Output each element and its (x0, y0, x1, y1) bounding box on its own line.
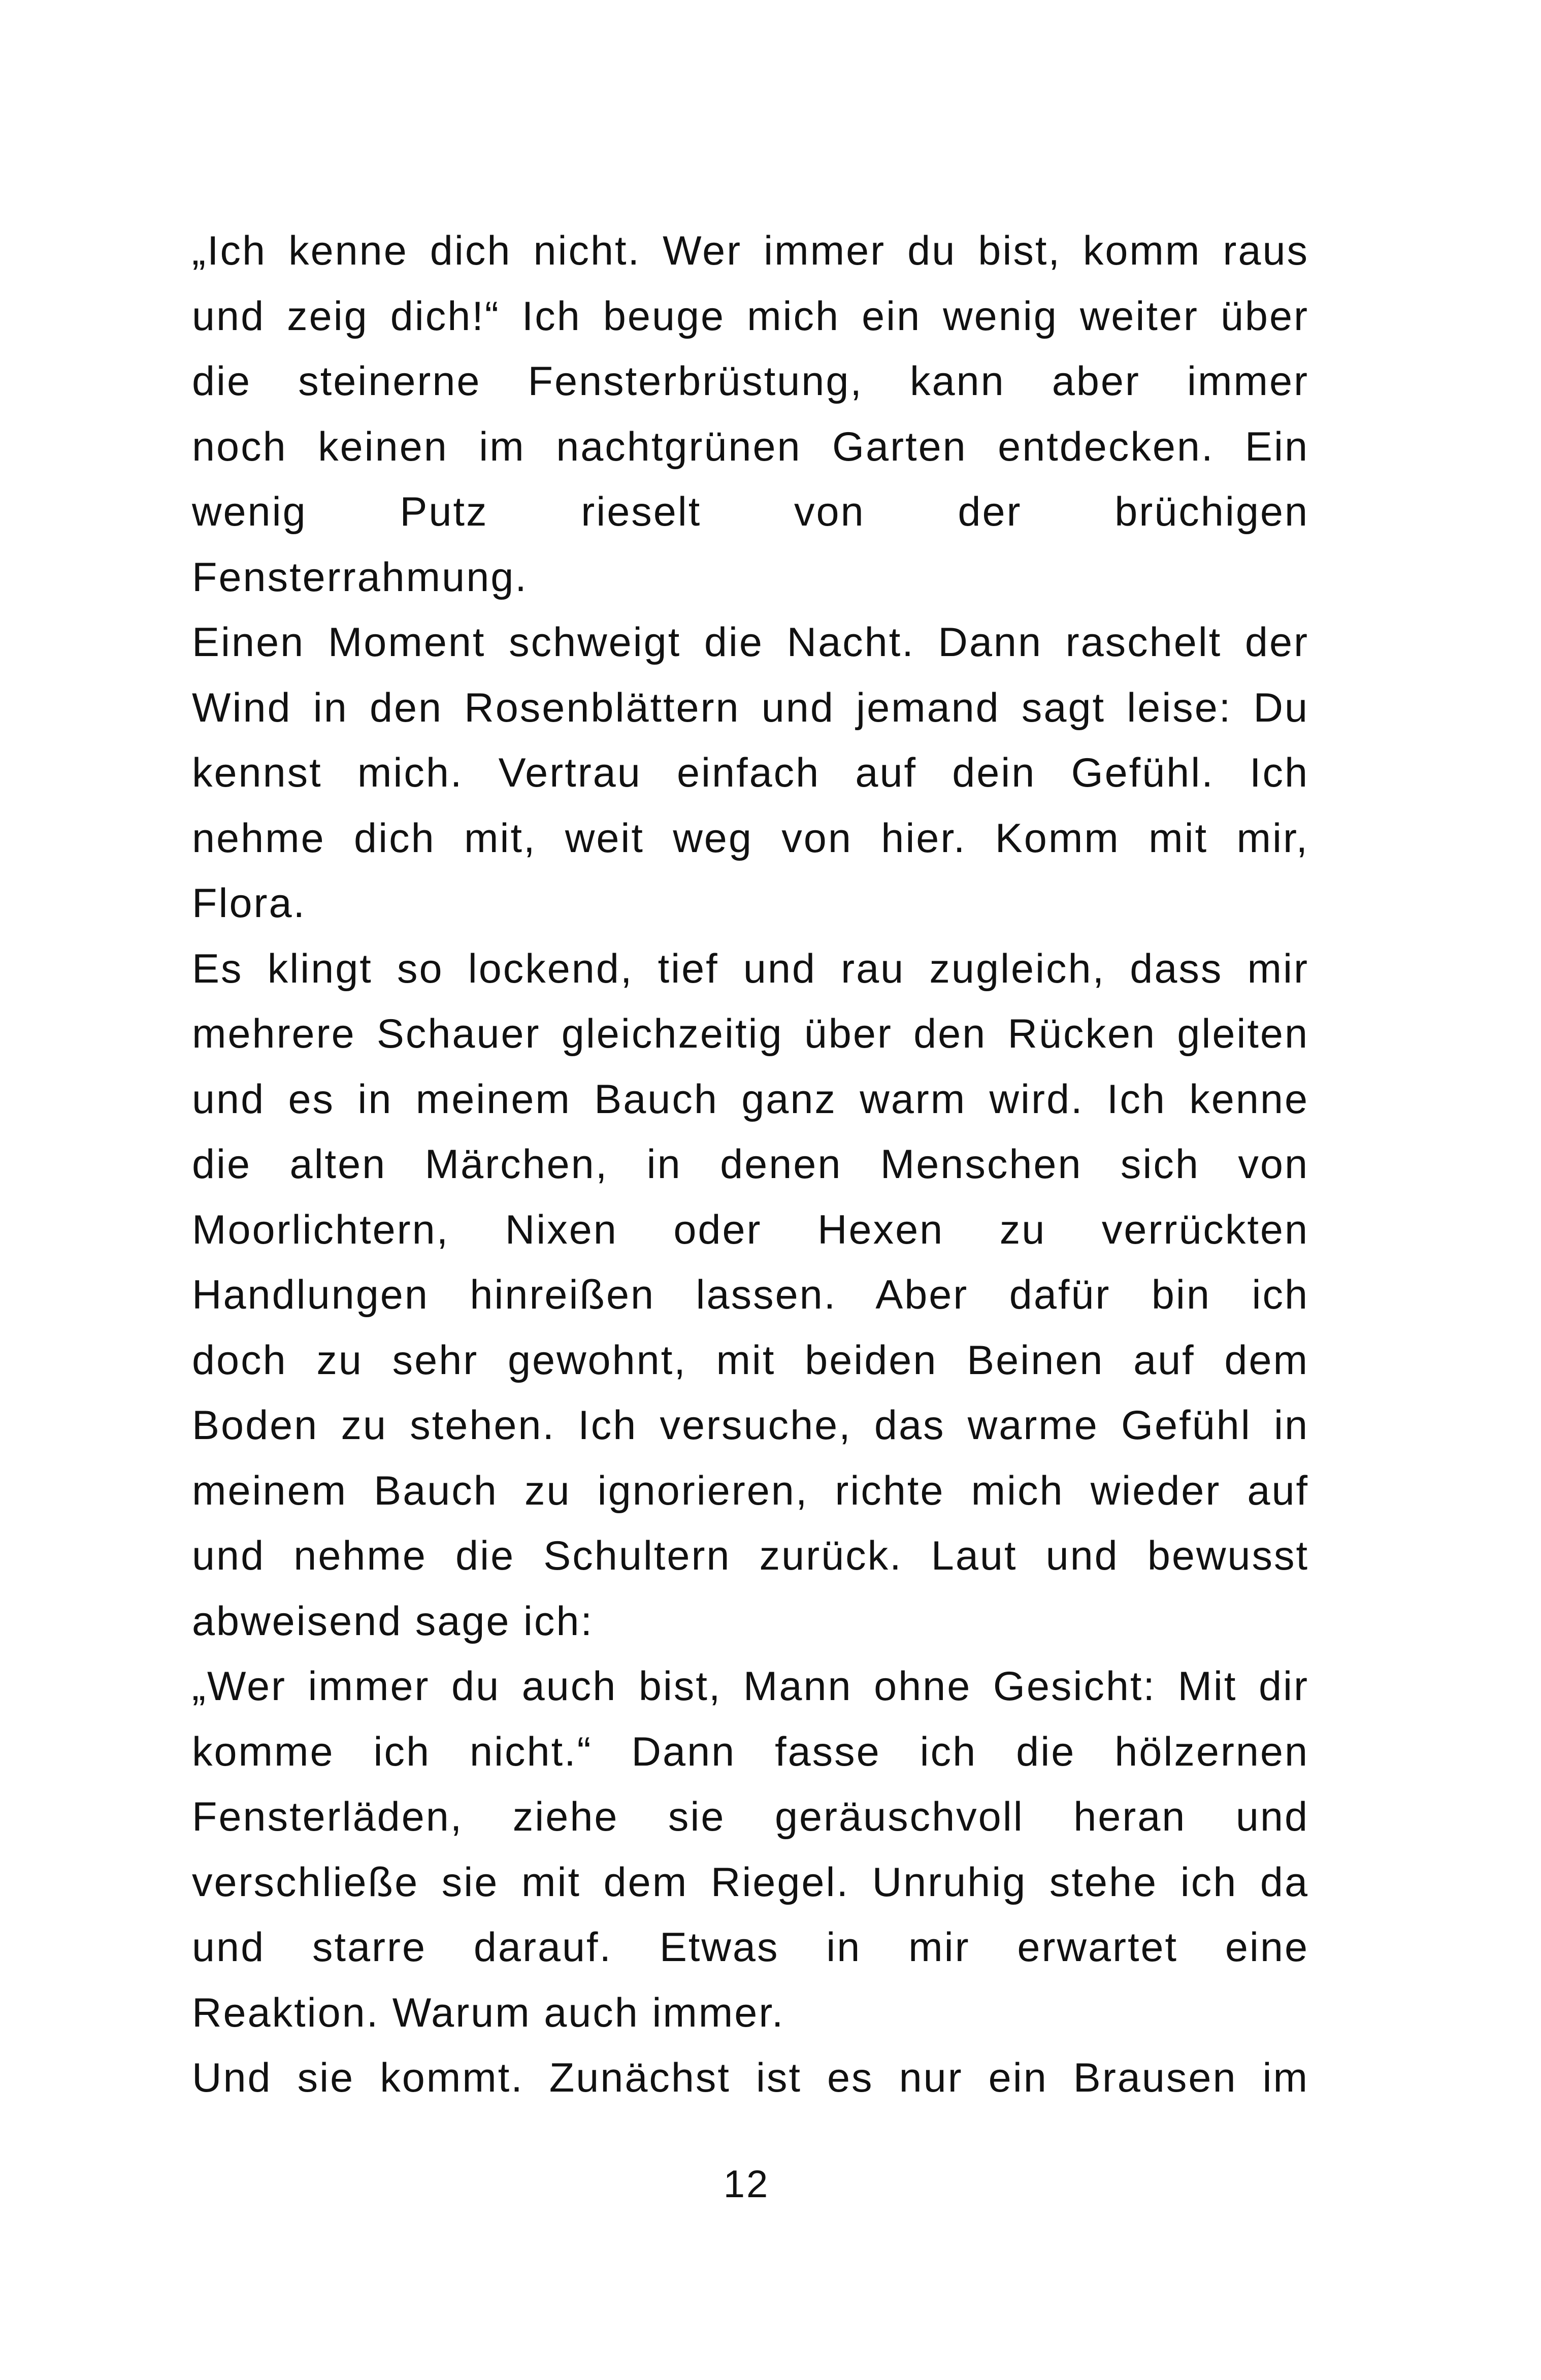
text-line: komme ich nicht.“ Dann fasse ich die hölzernen (192, 1729, 1309, 1775)
text-line: Reaktion. Warum auch immer. (192, 1990, 785, 2036)
text-line: die steinerne Fensterbrüstung, kann aber immer (192, 358, 1309, 404)
text-line: und es in meinem Bauch ganz warm wird. Ich kenne (192, 1076, 1309, 1122)
text-line: Moorlichtern, Nixen oder Hexen zu verrückten (192, 1207, 1309, 1253)
text-line: doch zu sehr gewohnt, mit beiden Beinen auf dem (192, 1337, 1309, 1383)
text-line: mehrere Schauer gleichzeitig über den Rücken gleiten (192, 1011, 1309, 1057)
text-line: abweisend sage ich: (192, 1598, 594, 1644)
text-line: noch keinen im nachtgrünen Garten entdecken. Ein (192, 423, 1309, 470)
text-line: meinem Bauch zu ignorieren, richte mich wieder auf (192, 1468, 1309, 1514)
text-line: Einen Moment schweigt die Nacht. Dann raschelt der (192, 620, 1309, 665)
text-line: und nehme die Schultern zurück. Laut und bewusst (192, 1533, 1309, 1579)
text-line: Boden zu stehen. Ich versuche, das warme Gefühl in (192, 1403, 1309, 1448)
text-line: die alten Märchen, in denen Menschen sich von (192, 1142, 1309, 1187)
text-line: Fensterrahmung. (192, 554, 528, 600)
text-line: und zeig dich!“ Ich beuge mich ein wenig weiter über (192, 293, 1309, 339)
text-line: „Wer immer du auch bist, Mann ohne Gesicht: Mit dir (192, 1664, 1309, 1709)
text-line: kennst mich. Vertrau einfach auf dein Gefühl. Ich (192, 750, 1309, 796)
text-line: Handlungen hinreißen lassen. Aber dafür bin ich (192, 1272, 1309, 1318)
text-line: und starre darauf. Etwas in mir erwartet eine (192, 1925, 1309, 1970)
page-number: 12 (723, 2163, 770, 2206)
text-line: Flora. (192, 881, 307, 926)
text-line: Fensterläden, ziehe sie geräuschvoll heran und (192, 1794, 1309, 1840)
text-line: Wind in den Rosenblättern und jemand sagt leise: Du (192, 684, 1309, 731)
text-line: Es klingt so lockend, tief und rau zugleich, dass mir (192, 946, 1309, 992)
text-line: nehme dich mit, weit weg von hier. Komm mit mir, (192, 815, 1309, 861)
text-line: verschließe sie mit dem Riegel. Unruhig stehe ich da (192, 1859, 1309, 1905)
body-text (192, 218, 1309, 2111)
text-line: wenig Putz rieselt von der brüchigen (192, 489, 1309, 535)
text-line: „Ich kenne dich nicht. Wer immer du bist, komm raus (192, 228, 1309, 274)
text-line: Und sie kommt. Zunächst ist es nur ein Brausen im (192, 2055, 1309, 2101)
